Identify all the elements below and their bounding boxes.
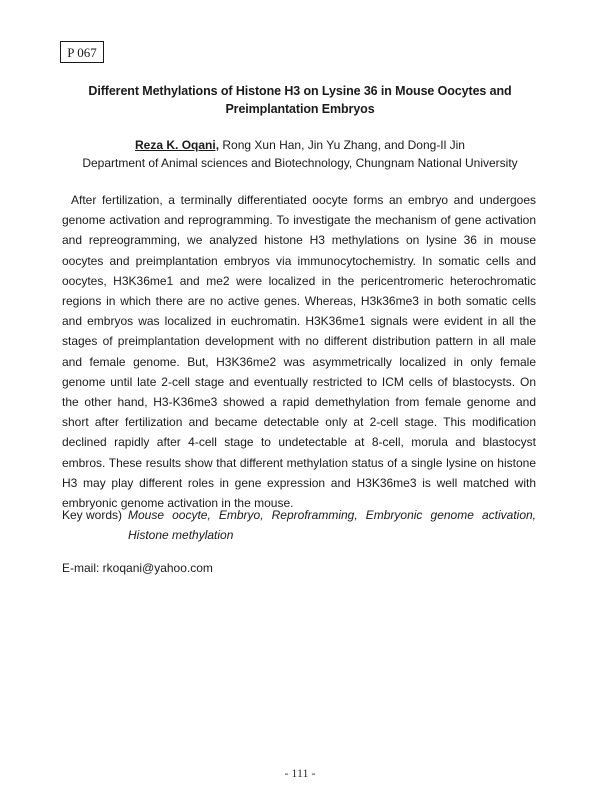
- abstract-body: After fertilization, a terminally differentiated oocyte forms an embryo and undergoes genome activation and reprogramming. To investigate the mechanism of gene activation and repreogramming, we analyzed histone H3 methylations on lysine 36 in mouse oocytes and preimplantation embryos via immunocytochemistry. In somatic cells and oocytes, H3K36me1 and me2 were localized in the pericentromeric heterochromatic regions in which there are no active genes. Whereas, H3k36me3 in both somatic cells and embryos was localized in euchromatin. H3K36me1 signals were evident in all the stages of preimplantation development with no different distribution pattern in all male and female genome. But, H3K36me2 was asymmetrically localized in only female genome until late 2-cell stage and eventually restricted to ICM cells of blastocysts. On the other hand, H3-K36me3 showed a rapid demethylation from female genome and short after fertilization and became detectable only at 2-cell stage. This modification declined rapidly after 4-cell stage to undetectable at 8-cell, morula and blastocyst embros. These results show that different methylation status of a single lysine on histone H3 may play different roles in gene expression and H3K36me3 is well matched with embryonic genome activation in the mouse.: [62, 193, 536, 511]
- affiliation: Department of Animal sciences and Biotechnology, Chungnam National University: [82, 156, 518, 170]
- co-authors: Rong Xun Han, Jin Yu Zhang, and Dong-Il Jin: [219, 138, 465, 152]
- presenting-author: Reza K. Oqani,: [135, 138, 220, 152]
- keywords-label: Key words): [62, 508, 123, 522]
- author-list: [60, 136, 540, 154]
- page-number: - 111 -: [284, 766, 316, 780]
- contact-email: E-mail: rkoqani@yahoo.com: [62, 561, 213, 575]
- poster-id: P 067: [60, 41, 104, 63]
- paper-title: Different Methylations of Histone H3 on Lysine 36 in Mouse Oocytes and Preimplantation Embryos: [88, 84, 512, 116]
- keywords-text: Mouse oocyte, Embryo, Reproframming, Embryonic genome activation, Histone methylation: [128, 508, 536, 542]
- keywords-block: [62, 505, 536, 545]
